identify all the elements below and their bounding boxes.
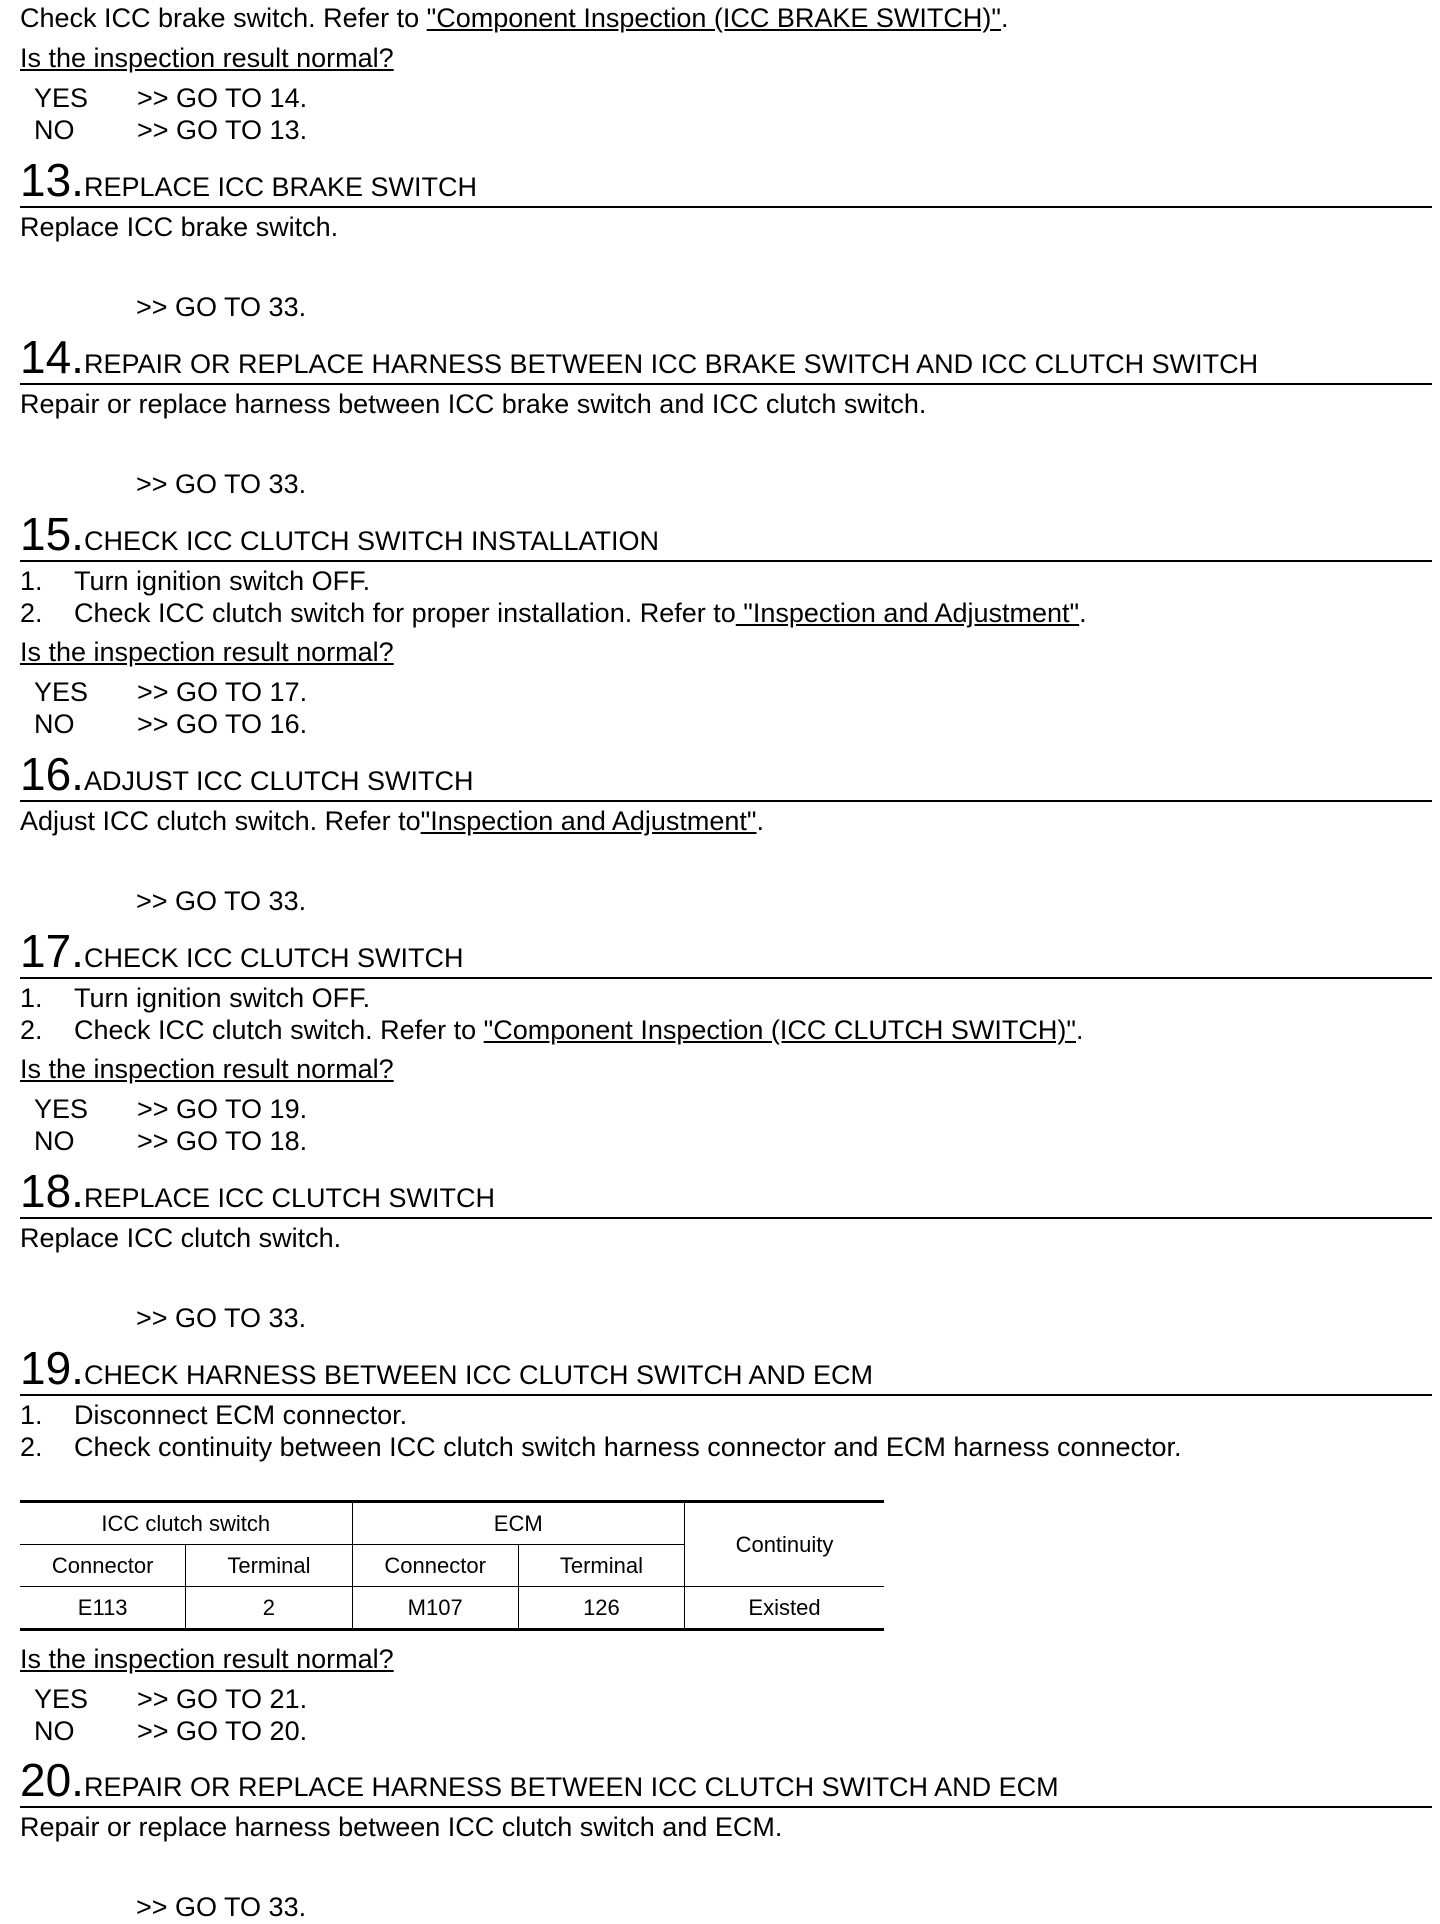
intro-text: Check ICC brake switch. Refer to [20, 3, 427, 33]
yes-option [34, 1093, 307, 1125]
step-title: REPLACE ICC CLUTCH SWITCH [83, 1183, 495, 1213]
step-18-body: Replace ICC clutch switch. [20, 1223, 342, 1253]
step-15-item-1 [20, 565, 370, 597]
yes-label: YES [34, 1094, 89, 1124]
item-number: 1. [20, 566, 43, 596]
ecm-connector-cell: M107 [352, 1587, 518, 1630]
intro-tail: . [1000, 3, 1009, 33]
step-18-goto: >> GO TO 33. [136, 1303, 307, 1333]
ecm-header: ECM [352, 1502, 685, 1545]
switch-terminal-cell: 2 [186, 1587, 352, 1630]
step-16-body [20, 805, 764, 837]
step-number: 14. [20, 331, 84, 383]
step-14-goto: >> GO TO 33. [136, 469, 307, 499]
yes-goto: >> GO TO 14. [137, 83, 308, 113]
step-title: CHECK ICC CLUTCH SWITCH INSTALLATION [83, 526, 659, 556]
terminal-header: Terminal [186, 1545, 352, 1587]
table-row [20, 1587, 884, 1630]
step-number: 17. [20, 925, 84, 977]
table-group-header-row [20, 1502, 884, 1545]
yes-label: YES [34, 1684, 89, 1714]
continuity-header: Continuity [685, 1502, 885, 1587]
no-goto: >> GO TO 18. [137, 1126, 308, 1156]
no-label: NO [34, 1126, 75, 1156]
step-20-goto: >> GO TO 33. [136, 1892, 307, 1922]
yes-goto: >> GO TO 19. [137, 1094, 308, 1124]
step-18-heading [20, 1167, 1432, 1219]
step-16-heading [20, 750, 1432, 802]
yes-option [34, 82, 307, 114]
no-goto: >> GO TO 16. [137, 709, 308, 739]
inspection-adjustment-link[interactable]: "Inspection and Adjustment" [420, 806, 757, 836]
step-number: 16. [20, 748, 84, 800]
item-text: Disconnect ECM connector. [74, 1400, 408, 1430]
step-number: 13. [20, 154, 84, 206]
no-option [34, 1715, 307, 1747]
step-17-item-2 [20, 1014, 1083, 1046]
inspection-adjustment-link[interactable]: "Inspection and Adjustment" [735, 598, 1080, 628]
yes-goto: >> GO TO 17. [137, 677, 308, 707]
step-title: REPAIR OR REPLACE HARNESS BETWEEN ICC BRAKE SWITCH AND ICC CLUTCH SWITCH [83, 349, 1259, 379]
step-14-heading [20, 333, 1432, 385]
step-16-goto: >> GO TO 33. [136, 886, 307, 916]
inspection-question: Is the inspection result normal? [20, 637, 394, 667]
item-text: Check ICC clutch switch. Refer to [74, 1015, 484, 1045]
step-15-heading [20, 510, 1432, 562]
step-14-body: Repair or replace harness between ICC brake switch and ICC clutch switch. [20, 389, 927, 419]
switch-connector-cell: E113 [20, 1587, 186, 1630]
item-text: Check ICC clutch switch for proper installation. Refer to [74, 598, 736, 628]
step-number: 19. [20, 1342, 84, 1394]
step-13-heading [20, 156, 1432, 208]
step-title: CHECK HARNESS BETWEEN ICC CLUTCH SWITCH AND ECM [83, 1360, 874, 1390]
no-goto: >> GO TO 20. [137, 1716, 308, 1746]
step-19-heading [20, 1344, 1432, 1396]
item-number: 1. [20, 1400, 43, 1430]
component-inspection-brake-link[interactable]: "Component Inspection (ICC BRAKE SWITCH)" [426, 3, 1001, 33]
no-option [34, 114, 307, 146]
yes-goto: >> GO TO 21. [137, 1684, 308, 1714]
yes-label: YES [34, 677, 89, 707]
step-19-item-2 [20, 1431, 1182, 1463]
ecm-terminal-cell: 126 [518, 1587, 684, 1630]
step-title: REPAIR OR REPLACE HARNESS BETWEEN ICC CLUTCH SWITCH AND ECM [83, 1772, 1059, 1802]
step-17-heading [20, 927, 1432, 979]
no-label: NO [34, 709, 75, 739]
item-text: Turn ignition switch OFF. [74, 566, 371, 596]
yes-option [34, 676, 307, 708]
item-number: 2. [20, 1432, 43, 1462]
item-text: Check continuity between ICC clutch switch harness connector and ECM harness connector. [74, 1432, 1182, 1462]
item-number: 1. [20, 983, 43, 1013]
inspection-question: Is the inspection result normal? [20, 43, 394, 73]
step-13-body: Replace ICC brake switch. [20, 212, 339, 242]
no-goto: >> GO TO 13. [137, 115, 308, 145]
yes-option [34, 1683, 307, 1715]
step-title: REPLACE ICC BRAKE SWITCH [83, 172, 478, 202]
step-19-item-1 [20, 1399, 407, 1431]
item-text: Turn ignition switch OFF. [74, 983, 371, 1013]
continuity-table [20, 1500, 884, 1631]
no-option [34, 1125, 307, 1157]
no-label: NO [34, 1716, 75, 1746]
item-tail: . [1079, 598, 1087, 628]
step-17-item-1 [20, 982, 370, 1014]
body-tail: . [756, 806, 765, 836]
connector-header: Connector [352, 1545, 518, 1587]
component-inspection-clutch-link[interactable]: "Component Inspection (ICC CLUTCH SWITCH)" [483, 1015, 1076, 1045]
icc-clutch-switch-header: ICC clutch switch [20, 1502, 352, 1545]
continuity-cell: Existed [685, 1587, 885, 1630]
yes-label: YES [34, 83, 89, 113]
step-number: 18. [20, 1165, 84, 1217]
item-number: 2. [20, 598, 43, 628]
no-label: NO [34, 115, 75, 145]
step-15-item-2 [20, 597, 1087, 629]
terminal-header: Terminal [518, 1545, 684, 1587]
step-number: 20. [20, 1754, 84, 1806]
inspection-question: Is the inspection result normal? [20, 1054, 394, 1084]
step-13-goto: >> GO TO 33. [136, 292, 307, 322]
item-number: 2. [20, 1015, 43, 1045]
inspection-question: Is the inspection result normal? [20, 1644, 394, 1674]
no-option [34, 708, 307, 740]
intro-line [20, 2, 1009, 34]
step-20-body: Repair or replace harness between ICC clutch switch and ECM. [20, 1812, 783, 1842]
step-title: ADJUST ICC CLUTCH SWITCH [83, 766, 474, 796]
body-text: Adjust ICC clutch switch. Refer to [20, 806, 421, 836]
step-title: CHECK ICC CLUTCH SWITCH [83, 943, 464, 973]
item-tail: . [1075, 1015, 1084, 1045]
step-20-heading [20, 1756, 1432, 1808]
step-number: 15. [20, 508, 84, 560]
connector-header: Connector [20, 1545, 186, 1587]
